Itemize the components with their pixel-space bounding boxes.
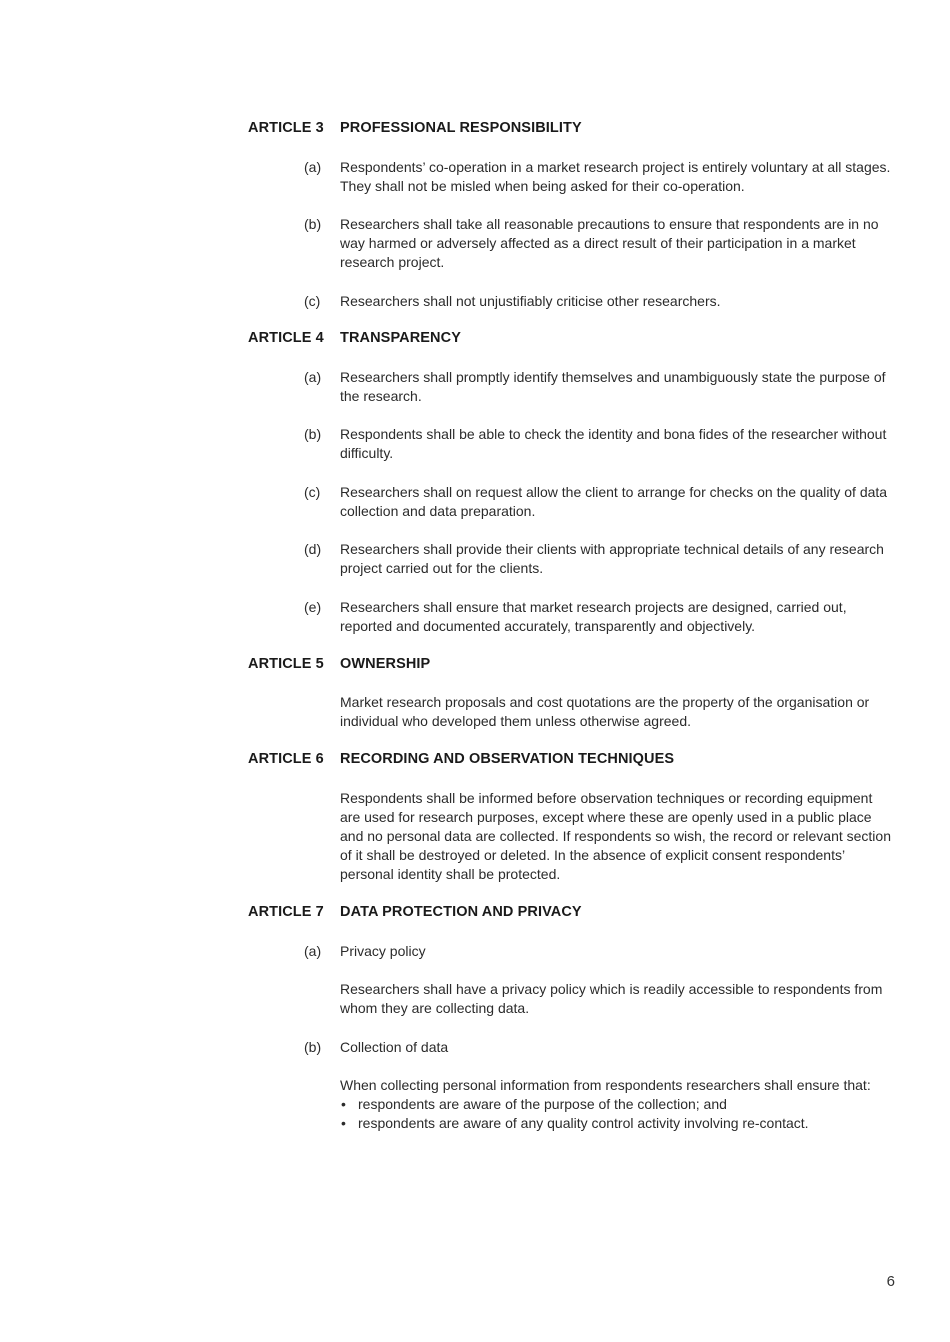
clause-label: (b)	[304, 1039, 322, 1055]
clause-text: Researchers shall take all reasonable precautions to ensure that respondents are in no way harmed or adversely affected as a direct result of their participation in a market research project.	[340, 216, 879, 270]
clause-text: Researchers shall ensure that market research projects are designed, carried out, reported and documented accurately, transparently and objectively.	[340, 599, 847, 634]
clause-text: Researchers shall not unjustifiably criticise other researchers.	[340, 293, 721, 309]
collection-of-data-intro: When collecting personal information from respondents researchers shall ensure that:	[340, 1077, 871, 1093]
clause-label: (d)	[304, 541, 322, 557]
clause-text: Researchers shall promptly identify themselves and unambiguously state the purpose of the research.	[340, 369, 886, 404]
clause-label: (a)	[304, 943, 322, 959]
article-5-body: Market research proposals and cost quotations are the property of the organisation or individual who developed them unless otherwise agreed.	[340, 694, 870, 729]
bullet-icon: •	[341, 1096, 346, 1112]
article-title: RECORDING AND OBSERVATION TECHNIQUES	[340, 751, 675, 767]
clause-label: (c)	[304, 484, 321, 500]
bullet-icon: •	[341, 1115, 346, 1131]
clause-label: (c)	[304, 293, 321, 309]
clause-text: Respondents’ co-operation in a market research project is entirely voluntary at all stages. They shall not be misled when being asked for their co-operation.	[340, 159, 891, 194]
clause-label: (a)	[304, 159, 322, 175]
page-number: 6	[886, 1273, 895, 1290]
article-number: ARTICLE 7	[248, 904, 324, 920]
list-item	[340, 1095, 895, 1114]
article-6-body: Respondents shall be informed before observation techniques or recording equipment are used for research purposes, except where these are openly used in a public place and no personal data are collected. If respondents so wish, the record or relevant section of it shall be destroyed or deleted. In the absence of explicit consent respondents’ personal identity shall be protected.	[340, 790, 891, 882]
clause-heading: Privacy policy	[340, 943, 426, 959]
article-title: OWNERSHIP	[340, 656, 431, 672]
article-number: ARTICLE 4	[248, 330, 324, 346]
clause-label: (b)	[304, 426, 322, 442]
article-title: TRANSPARENCY	[340, 330, 461, 346]
list-item-text: respondents are aware of any quality control activity involving re-contact.	[358, 1115, 809, 1131]
privacy-policy-text: Researchers shall have a privacy policy which is readily accessible to respondents from whom they are collecting data.	[340, 981, 883, 1016]
clause-label: (e)	[304, 599, 322, 615]
clause-text: Respondents shall be able to check the identity and bona fides of the researcher without difficulty.	[340, 426, 887, 461]
clause-heading: Collection of data	[340, 1039, 449, 1055]
collection-requirements-list	[340, 1095, 895, 1133]
article-number: ARTICLE 5	[248, 656, 324, 672]
list-item-text: respondents are aware of the purpose of the collection; and	[358, 1096, 727, 1112]
article-title: PROFESSIONAL RESPONSIBILITY	[340, 120, 582, 136]
list-item	[340, 1114, 895, 1133]
clause-text: Researchers shall on request allow the client to arrange for checks on the quality of data collection and data preparation.	[340, 484, 888, 519]
clause-text: Researchers shall provide their clients with appropriate technical details of any research project carried out for the clients.	[340, 541, 884, 576]
clause-label: (a)	[304, 369, 322, 385]
article-number: ARTICLE 3	[248, 120, 324, 136]
article-title: DATA PROTECTION AND PRIVACY	[340, 904, 582, 920]
article-number: ARTICLE 6	[248, 751, 324, 767]
clause-label: (b)	[304, 216, 322, 232]
